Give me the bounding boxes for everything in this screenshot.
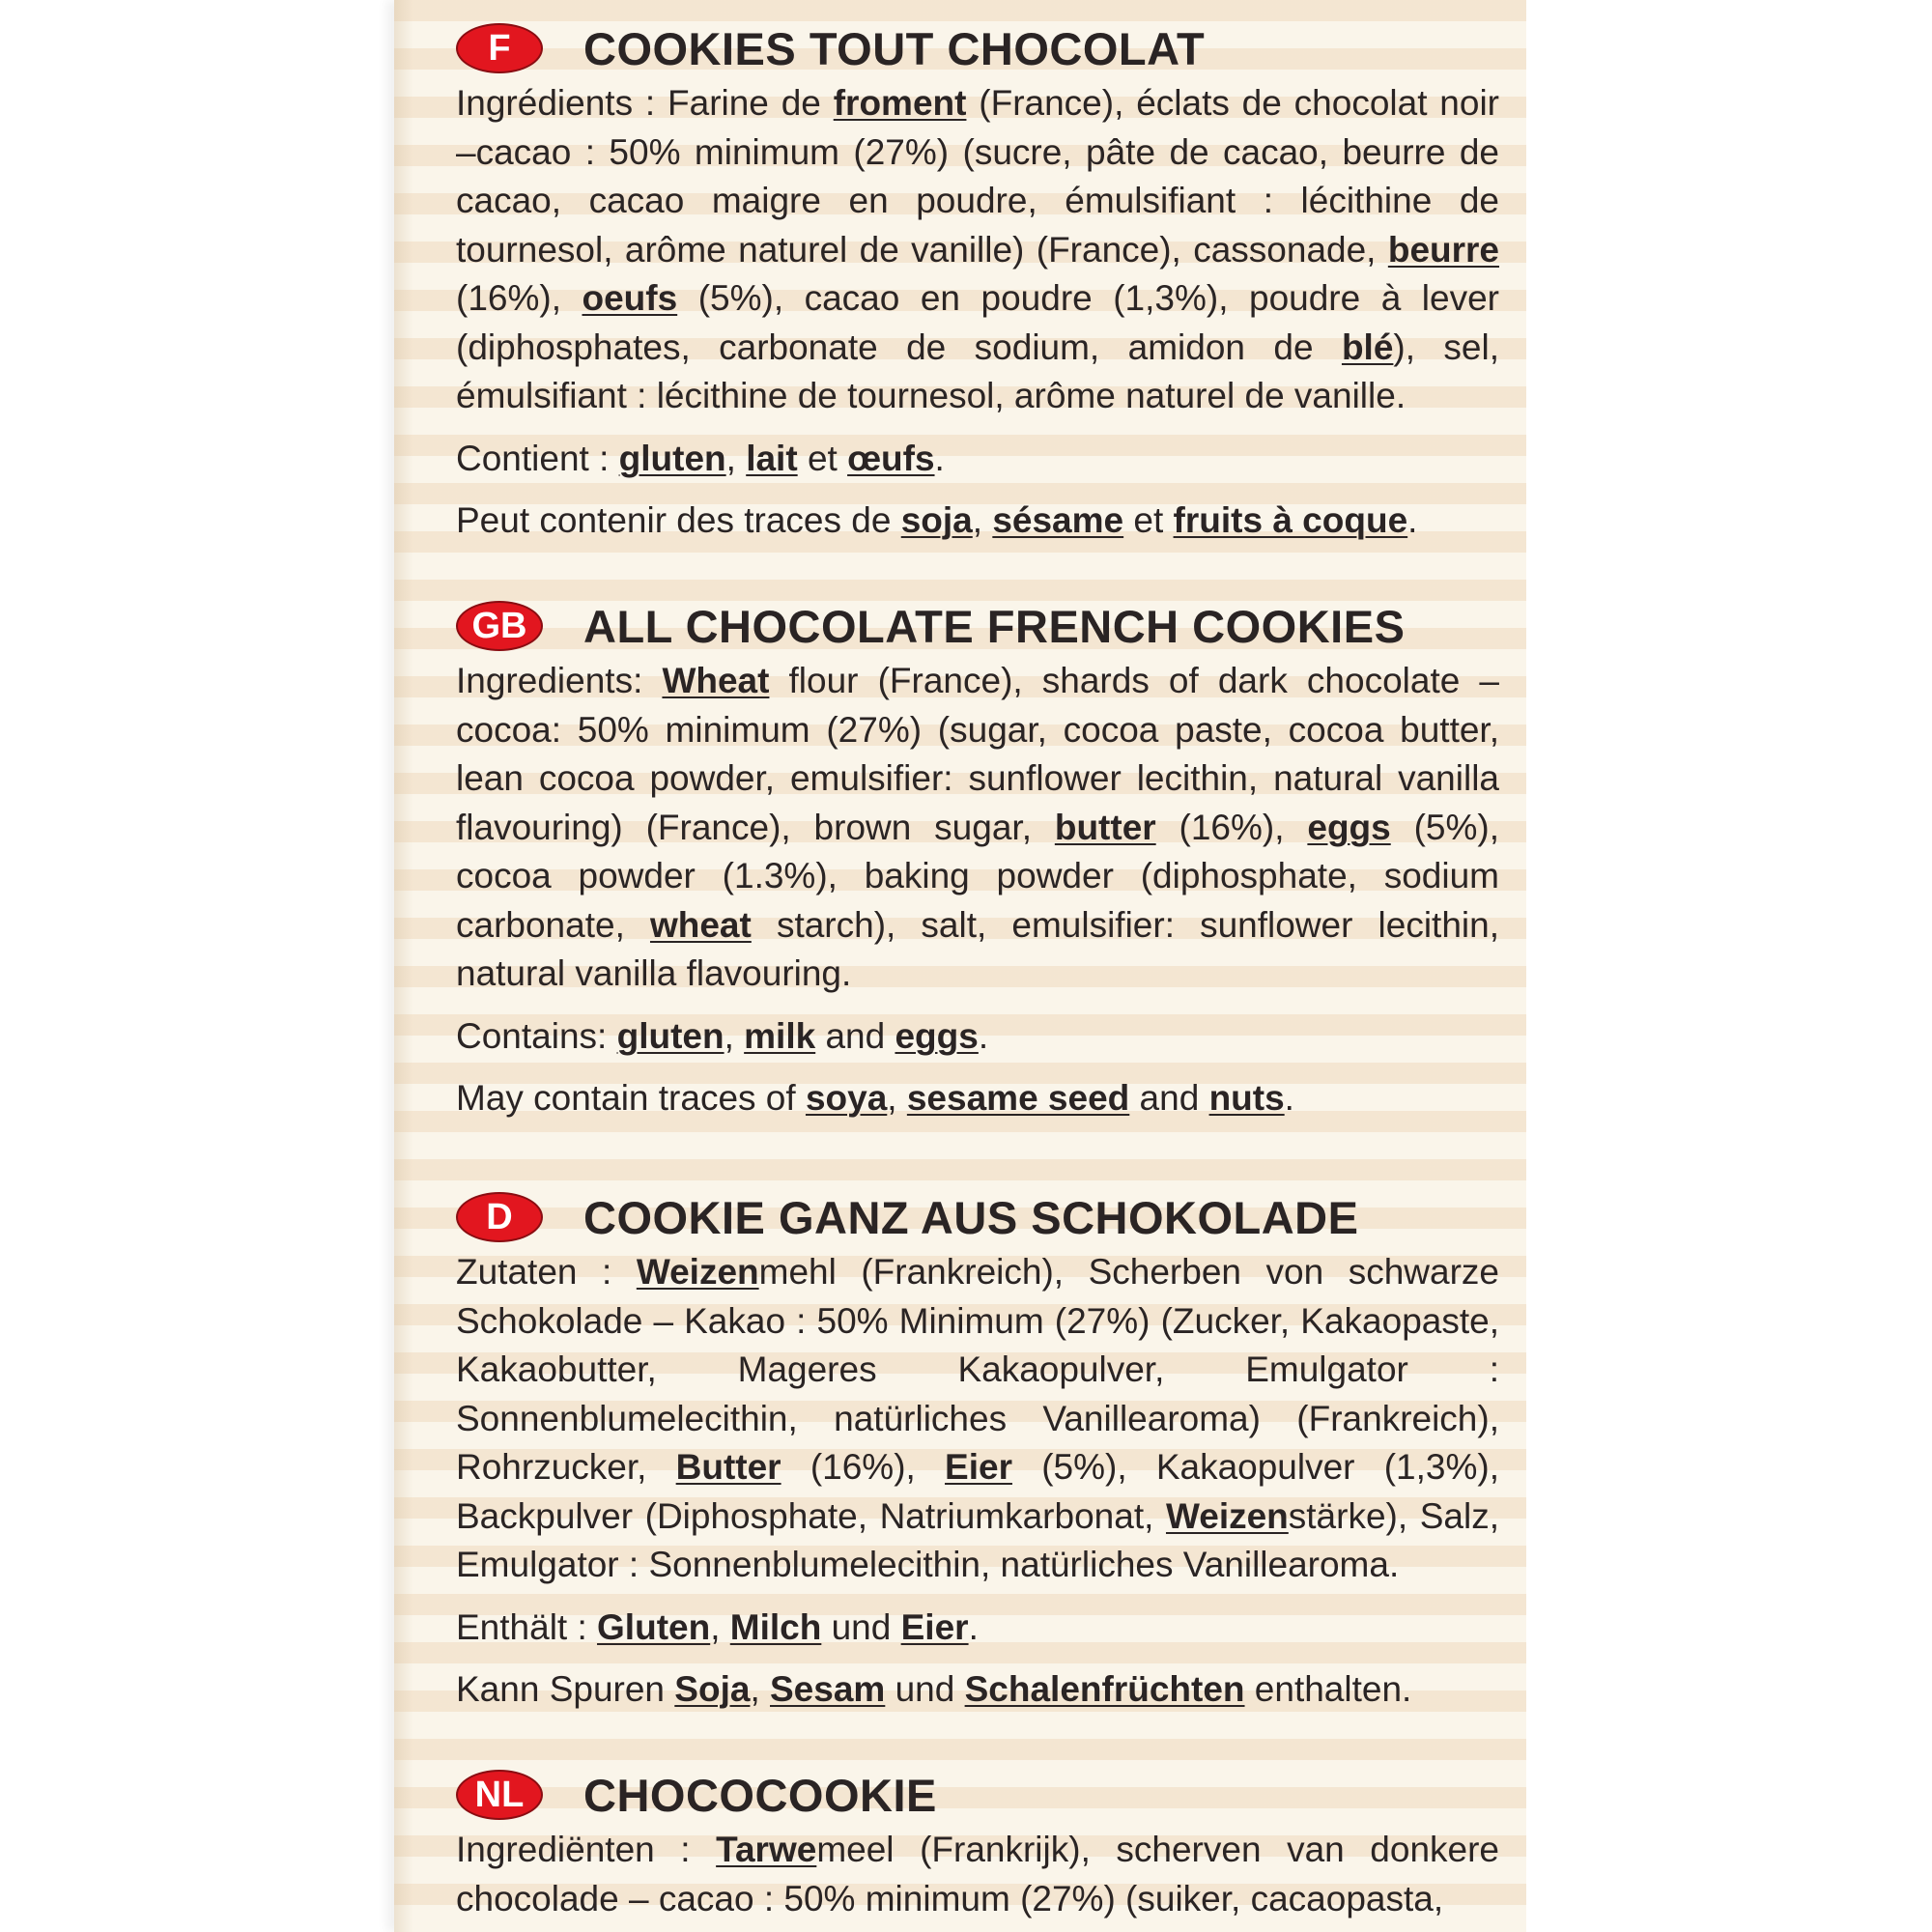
allergen-word: Weizen bbox=[1165, 1495, 1289, 1536]
section-header bbox=[456, 595, 1499, 657]
text-run: et bbox=[797, 438, 848, 478]
text-run: Kann Spuren bbox=[456, 1668, 675, 1709]
contains-text bbox=[456, 1604, 1499, 1652]
allergen-word: froment bbox=[833, 83, 967, 123]
allergen-word: lait bbox=[746, 438, 798, 478]
text-run: et bbox=[1123, 499, 1174, 540]
ingredients-text bbox=[456, 657, 1499, 999]
allergen-word: gluten bbox=[616, 1015, 724, 1056]
text-run: (5%), cacao en poudre (1,3%), poudre à lever (diphosphates, carbonate de sodium, amidon de bbox=[456, 278, 1499, 367]
contains-text bbox=[456, 1012, 1499, 1061]
section-english bbox=[456, 595, 1499, 1122]
text-run: (16%), bbox=[1155, 807, 1308, 847]
text-run: Zutaten : bbox=[456, 1252, 637, 1292]
text-run: (16%), bbox=[456, 278, 582, 318]
allergen-word: Eier bbox=[945, 1447, 1012, 1487]
text-run: . bbox=[1284, 1077, 1294, 1118]
section-title: CHOCOCOOKIE bbox=[583, 1769, 937, 1821]
allergen-word: Schalenfrüchten bbox=[964, 1668, 1245, 1709]
allergen-word: beurre bbox=[1387, 229, 1499, 270]
text-run: Ingrédients : Farine de bbox=[456, 83, 834, 123]
traces-text bbox=[456, 1074, 1499, 1122]
allergen-word: Sesam bbox=[770, 1668, 886, 1709]
section-header bbox=[456, 17, 1499, 79]
section-header bbox=[456, 1764, 1499, 1826]
language-badge-f: F bbox=[456, 23, 543, 73]
allergen-word: Weizen bbox=[636, 1252, 759, 1292]
allergen-word: Milch bbox=[729, 1606, 822, 1647]
allergen-word: butter bbox=[1054, 807, 1156, 847]
text-run: enthalten. bbox=[1244, 1668, 1412, 1709]
allergen-word: eggs bbox=[1307, 807, 1391, 847]
text-run: (16%), bbox=[781, 1447, 946, 1487]
allergen-word: fruits à coque bbox=[1173, 499, 1408, 540]
text-run: Contains: bbox=[456, 1015, 617, 1056]
section-french bbox=[456, 17, 1499, 545]
text-run: , bbox=[710, 1606, 730, 1647]
allergen-word: soja bbox=[900, 499, 973, 540]
text-run: (5%), Kakaopulver (1,3%), Backpulver (Diphosphate, Natriumkarbonat, bbox=[456, 1447, 1499, 1536]
allergen-word: eggs bbox=[895, 1015, 979, 1056]
allergen-word: Eier bbox=[900, 1606, 969, 1647]
text-run: May contain traces of bbox=[456, 1077, 806, 1118]
allergen-word: sésame bbox=[992, 499, 1124, 540]
text-run: (5%), cocoa powder (1.3%), baking powder (diphosphate, sodium carbonate, bbox=[456, 807, 1499, 945]
text-run: flour (France), shards of dark chocolate – cocoa: 50% minimum (27%) (sugar, cocoa paste, cocoa butter, lean cocoa powder, emulsifier: sunflower lecithin, natural vanilla flavouring) (France), brown sugar, bbox=[456, 661, 1499, 847]
ingredient-label-panel bbox=[394, 0, 1526, 1932]
text-run: , bbox=[750, 1668, 770, 1709]
allergen-word: Wheat bbox=[662, 661, 770, 700]
text-run: und bbox=[885, 1668, 965, 1709]
text-run: ), sel, émulsifiant : lécithine de tournesol, arôme naturel de vanille. bbox=[456, 327, 1499, 415]
section-title: COOKIE GANZ AUS SCHOKOLADE bbox=[583, 1191, 1359, 1243]
text-run: meel (Frankrijk), scherven van donkere chocolade – cacao : 50% minimum (27%) (suiker, cacaopasta, bbox=[456, 1830, 1500, 1918]
ingredients-text bbox=[456, 79, 1499, 421]
allergen-word: blé bbox=[1341, 327, 1394, 367]
section-dutch bbox=[456, 1764, 1499, 1923]
allergen-word: œufs bbox=[847, 438, 935, 478]
allergen-word: Soja bbox=[674, 1668, 751, 1709]
section-title: ALL CHOCOLATE FRENCH COOKIES bbox=[583, 600, 1406, 652]
section-title: COOKIES TOUT CHOCOLAT bbox=[583, 22, 1206, 74]
allergen-word: milk bbox=[744, 1015, 816, 1056]
text-run: Contient : bbox=[456, 438, 619, 478]
section-german bbox=[456, 1186, 1499, 1714]
text-run: . bbox=[1407, 499, 1418, 540]
allergen-word: sesame seed bbox=[906, 1077, 1130, 1118]
text-run: Enthält : bbox=[456, 1606, 598, 1647]
allergen-word: Gluten bbox=[597, 1606, 711, 1647]
language-badge-gb: GB bbox=[456, 601, 543, 651]
allergen-word: wheat bbox=[649, 904, 752, 945]
allergen-word: gluten bbox=[618, 438, 726, 478]
ingredients-text bbox=[456, 1248, 1499, 1590]
text-run: . bbox=[978, 1015, 989, 1056]
text-run: mehl (Frankreich), Scherben von schwarze Schokolade – Kakao : 50% Minimum (27%) (Zucker, Kakaopaste, Kakaobutter, Mageres Kakaopulver, Emulgator : Sonnenblumelecithin, natürliches Vanillearoma) (Frankreich), Rohrzucker, bbox=[456, 1252, 1499, 1487]
traces-text bbox=[456, 497, 1499, 545]
ingredients-text bbox=[456, 1826, 1499, 1923]
traces-text bbox=[456, 1665, 1499, 1714]
language-badge-nl: NL bbox=[456, 1770, 543, 1820]
text-run: Ingredients: bbox=[456, 661, 663, 700]
text-run: , bbox=[972, 499, 993, 540]
text-run: , bbox=[724, 1015, 745, 1056]
text-run: stärke), Salz, Emulgator : Sonnenblumelecithin, natürliches Vanillearoma. bbox=[456, 1495, 1499, 1584]
text-run: , bbox=[887, 1077, 907, 1118]
allergen-word: soya bbox=[805, 1077, 888, 1118]
text-run: (France), éclats de chocolat noir –cacao : 50% minimum (27%) (sucre, pâte de cacao, beurre de cacao, cacao maigre en poudre, émulsifiant : lécithine de tournesol, arôme naturel de vanille) (France), cassonade, bbox=[456, 83, 1500, 270]
allergen-word: Tarwe bbox=[716, 1830, 817, 1869]
contains-text bbox=[456, 435, 1499, 483]
allergen-word: oeufs bbox=[582, 278, 678, 318]
text-run: , bbox=[725, 438, 747, 478]
section-header bbox=[456, 1186, 1499, 1248]
text-run: Peut contenir des traces de bbox=[456, 499, 901, 540]
text-run: and bbox=[1129, 1077, 1209, 1118]
text-run: starch), salt, emulsifier: sunflower lecithin, natural vanilla flavouring. bbox=[456, 904, 1499, 993]
allergen-word: nuts bbox=[1208, 1077, 1285, 1118]
text-run: and bbox=[815, 1015, 895, 1056]
text-run: . bbox=[934, 438, 945, 478]
allergen-word: Butter bbox=[675, 1447, 781, 1487]
language-badge-d: D bbox=[456, 1192, 543, 1242]
text-run: . bbox=[968, 1606, 979, 1647]
text-run: und bbox=[821, 1606, 901, 1647]
text-run: Ingrediënten : bbox=[456, 1830, 717, 1869]
